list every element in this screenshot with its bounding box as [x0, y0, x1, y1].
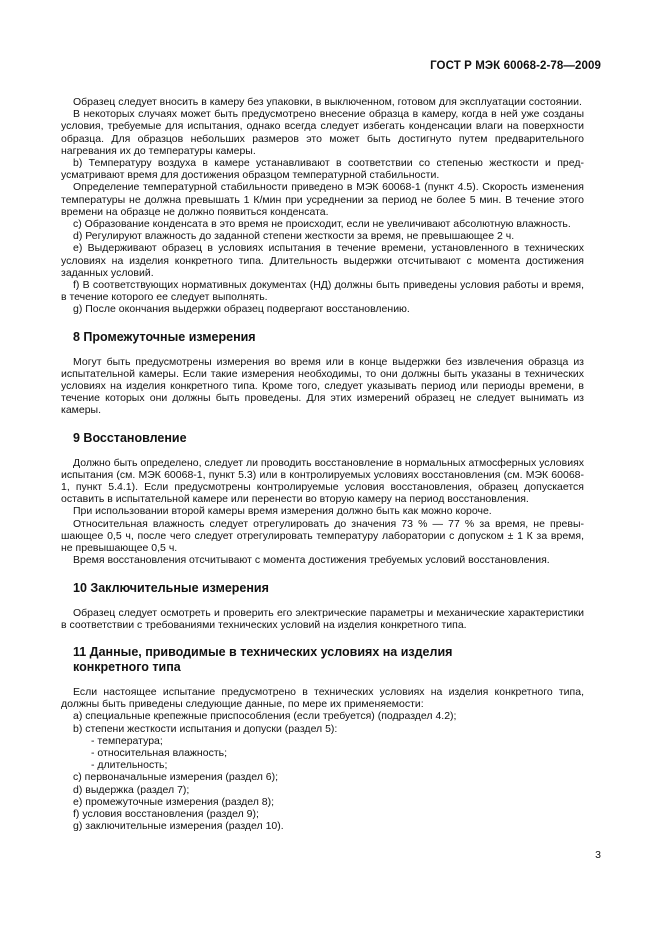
paragraph: Относительная влажность следует отрегулировать до значения 73 % — 77 % за время, не превышающее 0,5 ч, после чего следует отрегулировать температуру лаборатории с допуском ± 1 К за время, не превышающее 0,5 ч. — [61, 517, 584, 555]
list-item: g) После окончания выдержки образец подвергают восстановлению. — [73, 303, 410, 316]
list-item: f) условия восстановления (раздел 9); — [73, 807, 259, 820]
document-header: ГОСТ Р МЭК 60068-2-78—2009 — [430, 60, 601, 72]
list-item: b) Температуру воздуха в камере устанавливают в соответствии со степенью жесткости и предусматривают время для достижения образцом температурной стабильности. — [61, 157, 584, 182]
list-item: d) выдержка (раздел 7); — [73, 783, 190, 796]
list-item: a) специальные крепежные приспособления (если требуется) (подраздел 4.2); — [73, 710, 457, 723]
paragraph: Образец следует осмотреть и проверить его электрические параметры и механические характеристики в соответствии с требованиями технических условий на изделия конкретного типа. — [61, 606, 584, 631]
section-heading-9: 9 Восстановление — [73, 430, 187, 445]
list-item: e) Выдерживают образец в условиях испытания в течение времени, установленного в технических условиях на изделия конкретного типа. Длительность выдержки отсчитывают с момента достижения заданных условий. — [61, 242, 584, 279]
paragraph: В некоторых случаях может быть предусмотрено внесение образца в камеру, когда в ней уже созданы условия, требуемые для испытания, однако всегда следует избегать конденсации влаги на поверхности образца. Для образцов небольших размеров это может быть достигнуто путем предварительного нагревания их до температуры камеры. — [61, 108, 584, 157]
section-heading-11-line2: конкретного типа — [73, 659, 181, 674]
sub-list-item: - относительная влажность; — [91, 746, 228, 759]
paragraph: При использовании второй камеры время измерения должно быть как можно короче. — [73, 505, 492, 518]
sub-list-item: - длительность; — [91, 759, 168, 772]
list-item: d) Регулируют влажность до заданной степени жесткости за время, не превышающее 2 ч. — [73, 230, 515, 243]
section-heading-10: 10 Заключительные измерения — [73, 580, 269, 595]
page-body — [61, 96, 584, 832]
list-item: b) степени жесткости испытания и допуски (раздел 5): — [73, 722, 338, 735]
list-item: c) первоначальные измерения (раздел 6); — [73, 771, 278, 784]
list-item: c) Образование конденсата в это время не происходит, если не увеличивают абсолютную влажность. — [73, 218, 571, 231]
section-heading-8: 8 Промежуточные измерения — [73, 329, 256, 344]
list-item: e) промежуточные измерения (раздел 8); — [73, 795, 275, 808]
section-heading-11 — [61, 645, 584, 675]
paragraph: Определение температурной стабильности приведено в МЭК 60068-1 (пункт 4.5). Скорость изменения температуры не должна превышать 1 К/мин при усреднении за период не более 5 мин. В течение этого времени на образце не должно появиться конденсата. — [61, 181, 584, 218]
paragraph: Могут быть предусмотрены измерения во время или в конце выдержки без извлечения образца из испытательной камеры. Если такие измерения необходимы, то они должны быть указаны в технических условиях на изделия конкретного типа. Кроме того, следует указывать период или периоды времени, в течение которых они должны быть проведены. Для этих измерений образец не следует вынимать из камеры. — [61, 355, 584, 417]
paragraph: Если настоящее испытание предусмотрено в технических условиях на изделия конкретного типа, должны быть приведены следующие данные, по мере их применяемости: — [61, 685, 584, 711]
list-item: f) В соответствующих нормативных документах (НД) должны быть приведены условия работы и время, в течение которого ее следует выполнять. — [61, 279, 584, 304]
section-heading-11-line1: 11 Данные, приводимые в технических условиях на изделия — [73, 644, 453, 659]
paragraph: Образец следует вносить в камеру без упаковки, в выключенном, готовом для эксплуатации состоянии. — [73, 96, 582, 108]
paragraph: Время восстановления отсчитывают с момента достижения требуемых условий восстановления. — [73, 554, 550, 567]
paragraph: Должно быть определено, следует ли проводить восстановление в нормальных атмосферных условиях испытания (см. МЭК 60068-1, пункт 5.3) или в контролируемых условиях восстановления (см. МЭК 60068-1, пункт 5.4.1). Если предусмотрены контролируемые условия восстановления, образец допускается оставить в испытательной камере или перенести во вторую камеру на период восстановления. — [61, 456, 584, 506]
sub-list-item: - температура; — [91, 734, 163, 747]
page-number: 3 — [595, 849, 601, 861]
list-item: g) заключительные измерения (раздел 10). — [73, 820, 284, 833]
